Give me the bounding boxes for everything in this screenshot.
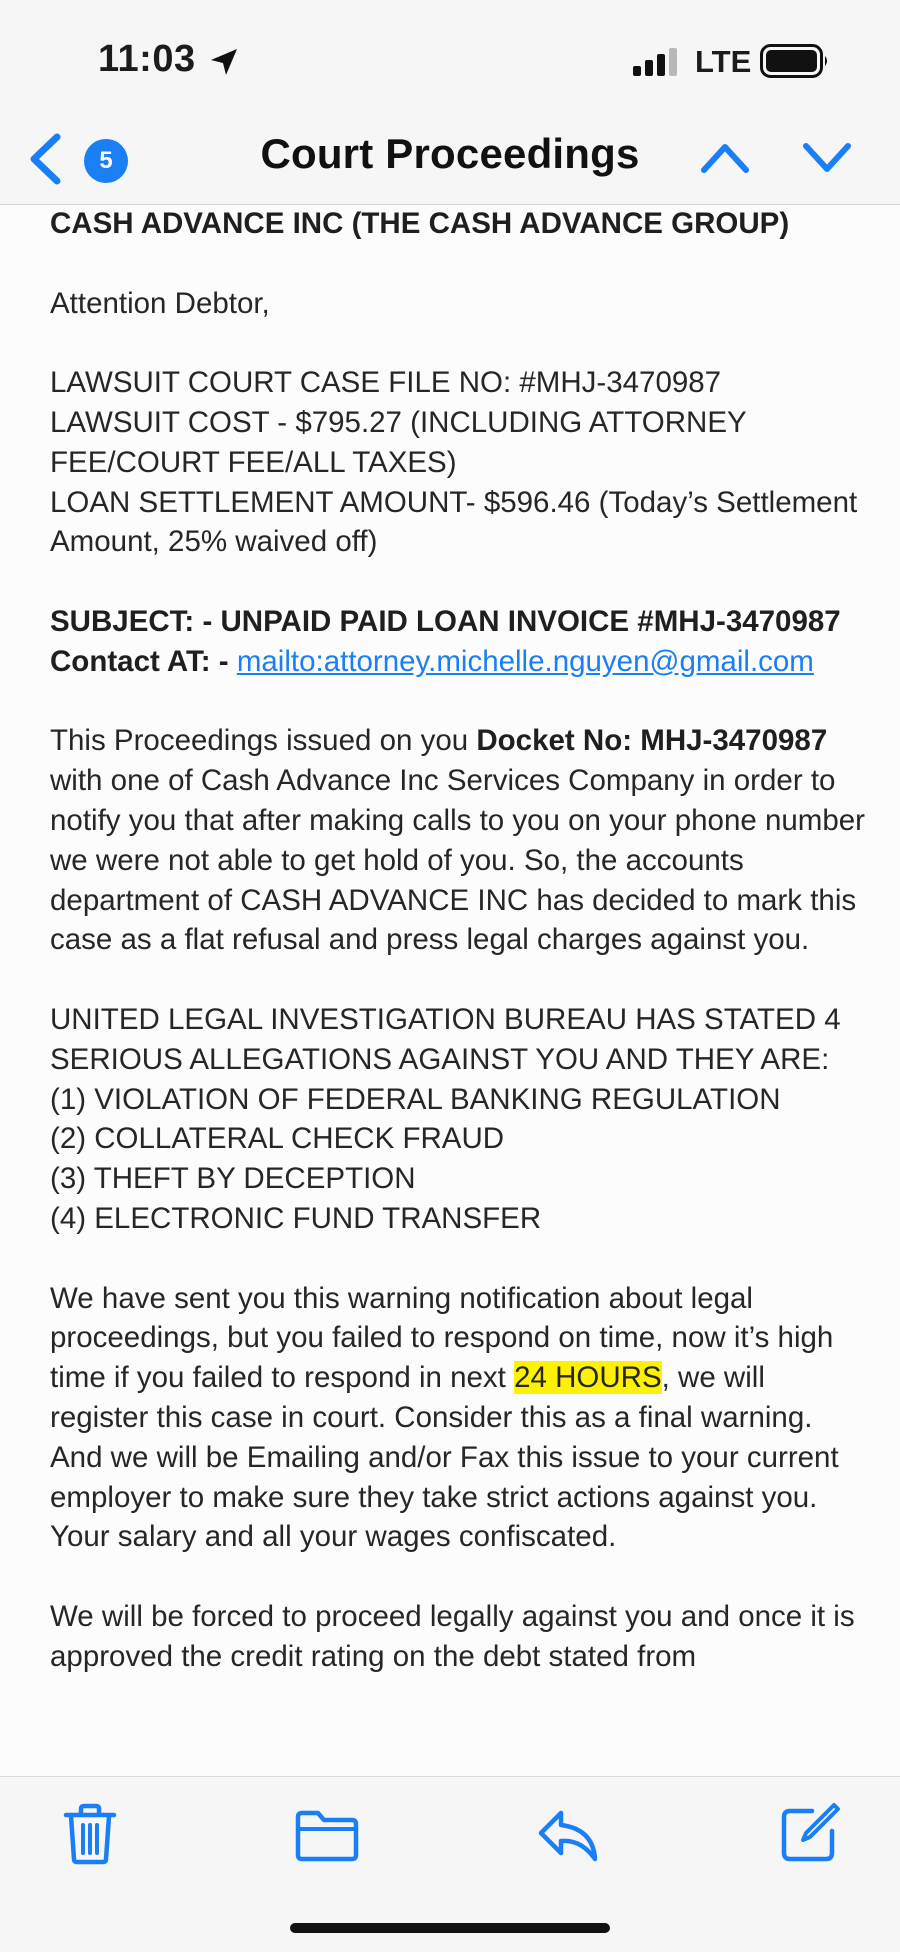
mail-navigation-bar (0, 110, 900, 205)
docket-number: Docket No: MHJ-3470987 (476, 724, 828, 758)
lawsuit-cost-line: LAWSUIT COST - $795.27 (INCLUDING ATTORNEY FEE/COURT FEE/ALL TAXES) (50, 405, 747, 479)
previous-message-chevron-up-icon[interactable] (700, 140, 750, 176)
location-arrow-icon (208, 46, 240, 78)
compose-icon[interactable] (778, 1801, 842, 1865)
warning-paragraph (50, 1279, 870, 1558)
proceedings-paragraph (50, 721, 870, 960)
unread-count-badge[interactable]: 5 (84, 139, 128, 183)
home-indicator[interactable] (290, 1923, 610, 1933)
status-time: 11:03 (98, 38, 196, 80)
subject-line: SUBJECT: - UNPAID PAID LOAN INVOICE #MHJ-3470987 (50, 604, 841, 638)
back-chevron-icon[interactable] (24, 132, 64, 186)
warning-text-start: We have sent you this warning notification about legal proceedings, but you failed to respond on time, now it’s high time if you failed to respond in next (50, 1281, 834, 1395)
reply-icon[interactable] (535, 1807, 601, 1865)
contact-label: Contact AT: - (50, 644, 229, 678)
trash-icon[interactable] (62, 1803, 118, 1865)
allegation-item: (1) VIOLATION OF FEDERAL BANKING REGULATION (50, 1082, 781, 1116)
proceedings-text-end: with one of Cash Advance Inc Services Company in order to notify you that after making calls to you on your phone number we were not able to get hold of you. So, the accounts department of CASH ADVANCE INC has decided to mark this case as a flat refusal and press legal charges against you. (50, 764, 865, 957)
allegation-item: (2) COLLATERAL CHECK FRAUD (50, 1122, 505, 1156)
email-body (50, 204, 870, 1776)
legal-action-paragraph: We will be forced to proceed legally against you and once it is approved the credit rating on the debt stated from (50, 1599, 855, 1673)
battery-icon (760, 44, 830, 78)
next-message-chevron-down-icon[interactable] (802, 140, 852, 176)
contact-email-link[interactable]: mailto:attorney.michelle.nguyen@gmail.com (236, 644, 814, 678)
settlement-amount-line: LOAN SETTLEMENT AMOUNT- $596.46 (Today’s Settlement Amount, 25% waived off) (50, 485, 858, 559)
salutation: Attention Debtor, (50, 286, 270, 320)
allegation-item: (3) THEFT BY DECEPTION (50, 1162, 416, 1196)
case-file-line: LAWSUIT COURT CASE FILE NO: #MHJ-3470987 (50, 366, 722, 400)
message-title: Court Proceedings (260, 130, 640, 177)
cellular-signal-icon (633, 48, 681, 76)
allegation-item: (4) ELECTRONIC FUND TRANSFER (50, 1201, 542, 1235)
network-type: LTE (695, 44, 752, 79)
highlighted-deadline: 24 HOURS (514, 1361, 662, 1395)
status-bar (0, 0, 900, 110)
sender-company-header: CASH ADVANCE INC (THE CASH ADVANCE GROUP) (50, 207, 790, 240)
folder-icon[interactable] (294, 1809, 360, 1863)
contact-line (50, 642, 870, 682)
proceedings-text-start: This Proceedings issued on you (50, 724, 477, 758)
allegations-intro: UNITED LEGAL INVESTIGATION BUREAU HAS STATED 4 SERIOUS ALLEGATIONS AGAINST YOU AND THEY ARE: (50, 1002, 841, 1076)
warning-text-end: , we will register this case in court. Consider this as a final warning. And we will be Emailing and/or Fax this issue to your current employer to make sure they take strict actions against you. Your salary and all your wages confiscated. (50, 1361, 839, 1554)
